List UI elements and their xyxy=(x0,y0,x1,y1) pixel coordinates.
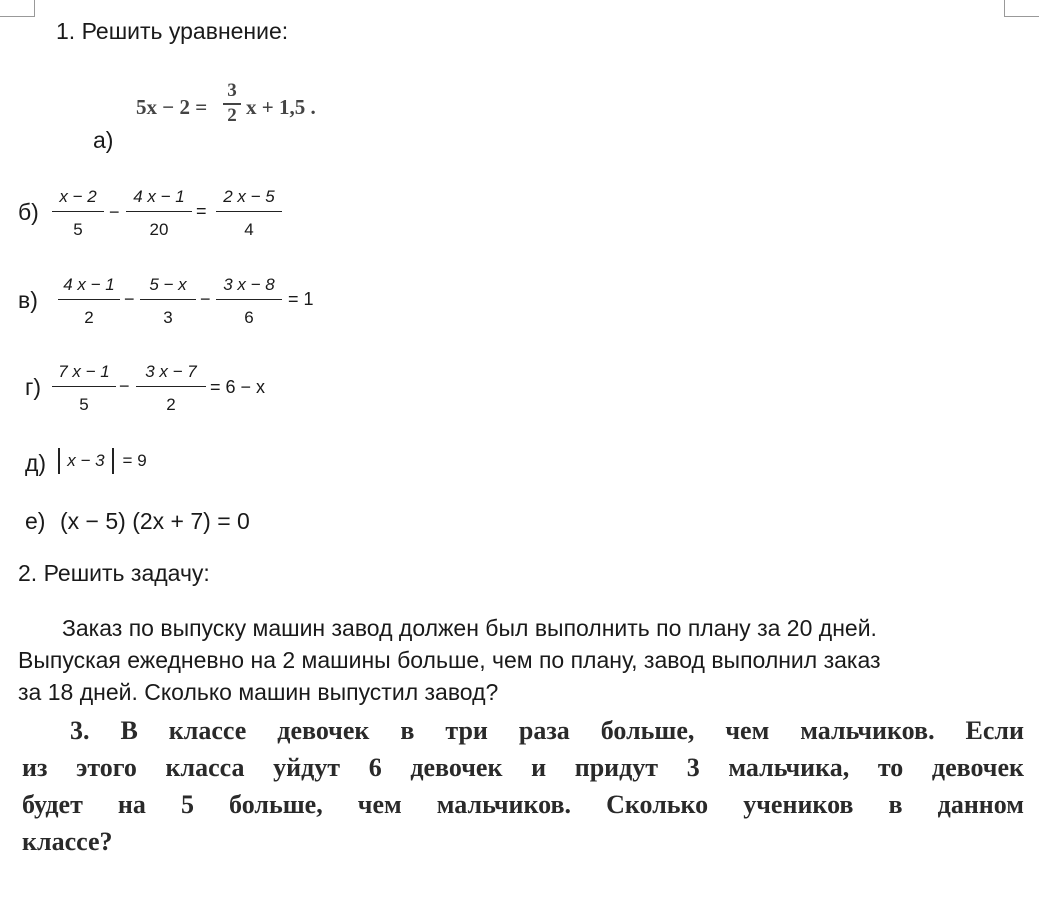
task1-heading: 1. Решить уравнение: xyxy=(56,18,289,44)
eq-a-frac-num: 3 xyxy=(227,80,237,101)
eq-d-rhs: = 9 xyxy=(122,451,147,470)
eq-v-rhs: = 1 xyxy=(288,289,314,309)
eq-v-frac-1-den: 2 xyxy=(84,308,94,327)
eq-a-fraction xyxy=(223,80,241,127)
eq-a-label: а) xyxy=(93,127,114,153)
eq-b-label: б) xyxy=(18,199,39,225)
eq-d-inside: x − 3 xyxy=(67,451,105,470)
eq-b-frac-1-den: 5 xyxy=(73,220,83,239)
eq-g-rhs: = 6 − x xyxy=(210,377,266,397)
eq-b-op-2: = xyxy=(196,201,207,221)
eq-b-frac-2-num: 4 x − 1 xyxy=(133,187,185,206)
eq-v-frac-3-den: 6 xyxy=(244,308,254,327)
eq-v-frac-1 xyxy=(58,275,120,328)
eq-v-op-1: − xyxy=(124,289,135,309)
eq-b-frac-3-num: 2 x − 5 xyxy=(223,187,275,206)
eq-v-frac-2-num: 5 − x xyxy=(149,275,187,294)
eq-g-frac-2 xyxy=(136,362,206,415)
eq-g-label: г) xyxy=(25,374,42,400)
eq-b-frac-1 xyxy=(52,187,104,240)
eq-d-expression xyxy=(58,448,147,474)
page-corner-mark-right xyxy=(1004,0,1039,17)
eq-v-label: в) xyxy=(18,287,38,313)
eq-v-frac-2 xyxy=(140,275,196,328)
eq-v-frac-3-num: 3 x − 8 xyxy=(223,275,275,294)
task2-line-2: Выпуская ежедневно на 2 машины больше, чем по плану, завод выполнил заказ xyxy=(18,647,881,673)
eq-a-rhs: x + 1,5 . xyxy=(246,95,316,119)
task3-line-1: 3. В классе девочек в три раза больше, чем мальчиков. Если xyxy=(70,716,1024,745)
eq-b-frac-3 xyxy=(216,187,282,240)
page-corner-mark-left xyxy=(0,0,35,17)
eq-g-op-1: − xyxy=(119,376,130,396)
abs-bar-right xyxy=(112,448,114,474)
eq-a-lhs: 5x − 2 = xyxy=(136,95,208,119)
eq-v-frac-2-den: 3 xyxy=(163,308,173,327)
abs-bar-left xyxy=(58,448,60,474)
eq-g-frac-1-den: 5 xyxy=(79,395,89,414)
eq-v-frac-3 xyxy=(216,275,282,328)
eq-v-frac-1-num: 4 x − 1 xyxy=(63,275,115,294)
task2-line-3: за 18 дней. Сколько машин выпустил завод? xyxy=(18,679,499,705)
eq-g-frac-2-num: 3 x − 7 xyxy=(145,362,197,381)
eq-g-frac-2-den: 2 xyxy=(166,395,176,414)
task3-line-3: будет на 5 больше, чем мальчиков. Сколько учеников в данном xyxy=(22,790,1024,819)
eq-g-frac-1-num: 7 x − 1 xyxy=(58,362,110,381)
eq-b-frac-2 xyxy=(126,187,192,240)
eq-e-expression: (х − 5) (2х + 7) = 0 xyxy=(60,508,250,534)
task3-line-2: из этого класса уйдут 6 девочек и придут 3 мальчика, то девочек xyxy=(22,753,1024,782)
eq-g-frac-1 xyxy=(52,362,116,415)
eq-b-op-1: − xyxy=(109,202,120,222)
task2-heading: 2. Решить задачу: xyxy=(18,560,210,586)
eq-b-frac-3-den: 4 xyxy=(244,220,254,239)
task3-paragraph xyxy=(22,712,1024,860)
eq-b-frac-1-num: x − 2 xyxy=(59,187,97,206)
eq-d-label: д) xyxy=(25,450,47,476)
eq-e-label: е) xyxy=(25,508,46,534)
eq-b-frac-2-den: 20 xyxy=(149,220,169,239)
task3-line-4: классе? xyxy=(22,827,113,856)
task2-line-1: Заказ по выпуску машин завод должен был выполнить по плану за 20 дней. xyxy=(62,615,877,641)
eq-v-op-2: − xyxy=(200,289,211,309)
eq-a-frac-den: 2 xyxy=(227,105,237,126)
